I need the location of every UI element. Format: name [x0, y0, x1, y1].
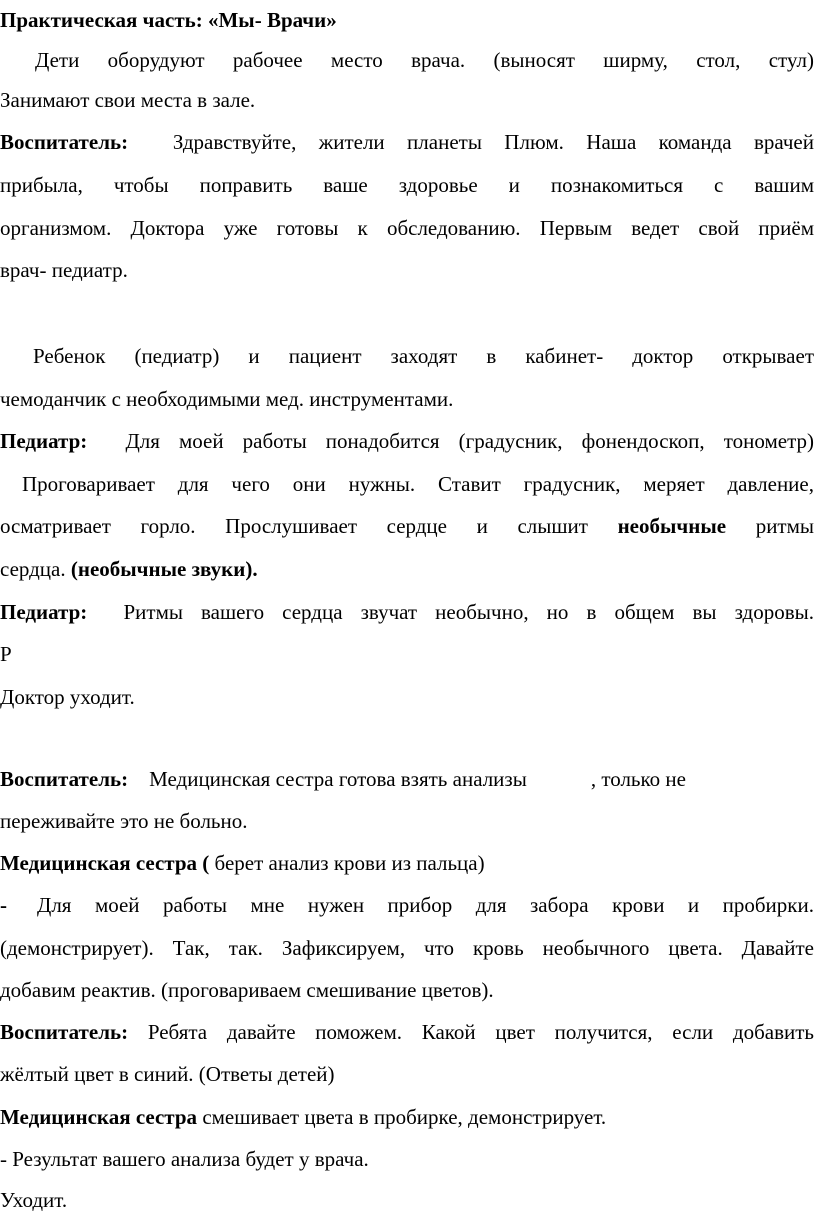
stage-direction-exam-line-3: сердца. (необычные звуки). [0, 557, 258, 581]
speaker-label: Педиатр: [0, 600, 88, 624]
nurse-result-line: - Результат вашего анализа будет у врача. [0, 1147, 369, 1171]
stage-direction-pediatrician: Ребенок (педиатр) и пациент заходят в кабинет- доктор открывает [33, 344, 814, 368]
nurse-mixing: Медицинская сестра смешивает цвета в пробирке, демонстрирует. [0, 1105, 607, 1129]
speaker-label: Медицинская сестра [0, 1105, 198, 1129]
educator-nurse-intro: Воспитатель: Медицинская сестра готова взять анализы , только не [0, 767, 686, 791]
educator-greeting-line-2: прибыла, чтобы поправить ваше здоровье и познакомиться с вашим [0, 173, 814, 197]
educator-nurse-intro-cont: переживайте это не больно. [0, 809, 248, 833]
stage-direction-exam-line-1: Проговаривает для чего они нужны. Ставит градусник, меряет давление, [22, 472, 814, 496]
page-title: Практическая часть: «Мы- Врачи» [0, 8, 337, 32]
stage-direction-setup-cont: Занимают свои места в зале. [0, 88, 256, 112]
educator-greeting-line-3: организмом. Доктора уже готовы к обследованию. Первым ведет свой приём [0, 216, 814, 240]
document-page: Практическая часть: «Мы- Врачи» Дети оборудуют рабочее место врача. (выносят ширму, стол, стул) Занимают свои места в зале. Воспитатель: Здравствуйте, жители планеты Плюм. Наша команда врачей прибыла, чтобы поправить ваше здоровье и познакомиться с вашим организмом. Доктора уже готовы к обследованию. Первым ведет свой приём врач- педиатр. Ребенок (педиатр) и пациент заходят в кабинет- доктор открывает чемоданчик с необходимыми мед. инструментами. Педиатр: Для моей работы понадобится (градусник, фонендоскоп, тонометр) Проговаривает для чего они нужны. Ставит градусник, меряет давление, осматривает горло. Прослушивает сердце и слышит необычные ритмы сердца. (необычные звуки). Педиатр: Ритмы вашего сердца звучат необычно, но в общем вы здоровы. Р Доктор уходит. Воспитатель: Медицинская сестра готова взять анализы , только не переживайте это не больно. Медицинская сестра ( берет анализ крови из пальца) - Для моей работы мне нужен прибор для забора крови и пробирки. (демонстрирует). Так, так. Зафиксируем, что кровь необычного цвета. Давайте добавим реактив. (проговариваем смешивание цветов). Воспитатель: Ребята давайте поможем. Какой цвет получится, если добавить жёлтый цвет в синий. (Ответы детей) Медицинская сестра смешивает цвета в пробирке, демонстрирует. - Результат вашего анализа будет у врача. Уходит. [0, 8, 815, 1212]
pediatrician-line-1: Педиатр: Для моей работы понадобится (градусник, фонендоскоп, тонометр) [0, 429, 814, 453]
educator-question: Воспитатель: Ребята давайте поможем. Какой цвет получится, если добавить [0, 1020, 814, 1044]
speaker-label: Воспитатель: [0, 130, 129, 154]
stray-letter: Р [0, 642, 12, 666]
speaker-label: Воспитатель: [0, 1020, 129, 1044]
educator-question-cont: жёлтый цвет в синий. (Ответы детей) [0, 1062, 335, 1086]
stage-direction-setup: Дети оборудуют рабочее место врача. (выносят ширму, стол, стул) [35, 48, 814, 72]
stage-direction-doctor-leaves: Доктор уходит. [0, 685, 135, 709]
speaker-label: Воспитатель: [0, 767, 129, 791]
speaker-label: Педиатр: [0, 429, 88, 453]
nurse-line-3: добавим реактив. (проговариваем смешивание цветов). [0, 978, 494, 1002]
speaker-label: Медицинская сестра ( [0, 851, 210, 875]
educator-greeting-line-4: врач- педиатр. [0, 258, 128, 282]
stage-direction-pediatrician-cont: чемоданчик с необходимыми мед. инструментами. [0, 387, 454, 411]
nurse-line-2: (демонстрирует). Так, так. Зафиксируем, что кровь необычного цвета. Давайте [0, 936, 814, 960]
pediatrician-line-2: Педиатр: Ритмы вашего сердца звучат необычно, но в общем вы здоровы. [0, 600, 814, 624]
educator-greeting-line-1: Воспитатель: Здравствуйте, жители планеты Плюм. Наша команда врачей [0, 130, 814, 154]
nurse-stage-direction: Медицинская сестра ( берет анализ крови из пальца) [0, 851, 485, 875]
stage-direction-exam-line-2: осматривает горло. Прослушивает сердце и слышит необычные ритмы [0, 514, 815, 538]
stage-direction-nurse-leaves: Уходит. [0, 1188, 68, 1212]
